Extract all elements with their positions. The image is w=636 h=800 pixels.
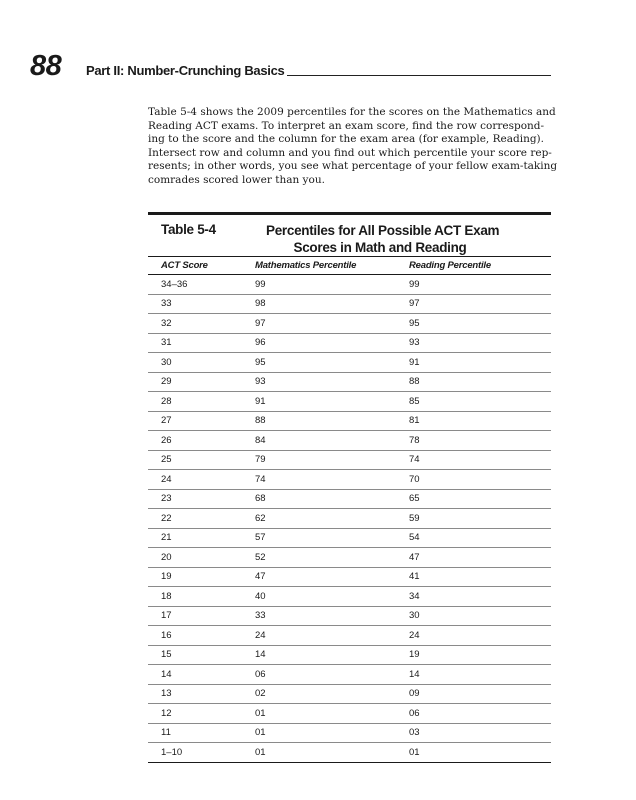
act-score-cell: 33 [148,294,255,314]
math-percentile-cell: 79 [255,450,409,470]
act-score-cell: 24 [148,470,255,490]
table-caption [148,215,551,256]
table-title-line: Percentiles for All Possible ACT Exam [266,223,500,238]
reading-percentile-cell: 78 [409,431,551,451]
intro-line: Intersect row and column and you find out which percentile your score rep- [148,146,552,159]
math-percentile-cell: 01 [255,704,409,724]
table-label: Table 5-4 [161,222,216,237]
reading-percentile-cell: 47 [409,548,551,568]
reading-percentile-cell: 93 [409,333,551,353]
math-percentile-cell: 01 [255,723,409,743]
table-row [148,294,551,314]
act-score-cell: 32 [148,314,255,334]
reading-percentile-cell: 95 [409,314,551,334]
column-header-reading-percentile: Reading Percentile [409,257,551,275]
table-row [148,645,551,665]
math-percentile-cell: 57 [255,528,409,548]
table-row [148,567,551,587]
act-score-cell: 28 [148,392,255,412]
table-title [266,222,500,256]
table-row [148,333,551,353]
reading-percentile-cell: 34 [409,587,551,607]
math-percentile-cell: 96 [255,333,409,353]
intro-line: comrades scored lower than you. [148,173,325,186]
reading-percentile-cell: 99 [409,275,551,295]
reading-percentile-cell: 59 [409,509,551,529]
math-percentile-cell: 91 [255,392,409,412]
act-score-cell: 1–10 [148,743,255,763]
act-score-cell: 31 [148,333,255,353]
act-score-cell: 30 [148,353,255,373]
table-row [148,509,551,529]
act-score-cell: 29 [148,372,255,392]
math-percentile-cell: 68 [255,489,409,509]
table-row [148,528,551,548]
reading-percentile-cell: 24 [409,626,551,646]
table-row [148,470,551,490]
intro-line: Table 5-4 shows the 2009 percentiles for the scores on the Mathematics and [148,106,556,118]
act-score-cell: 11 [148,723,255,743]
intro-line: ing to the score and the column for the exam area (for example, Reading). [148,133,544,145]
table-row [148,450,551,470]
act-score-cell: 20 [148,548,255,568]
column-header-act-score: ACT Score [148,257,255,275]
table-row [148,275,551,295]
math-percentile-cell: 93 [255,372,409,392]
act-score-cell: 21 [148,528,255,548]
act-score-cell: 18 [148,587,255,607]
reading-percentile-cell: 85 [409,392,551,412]
reading-percentile-cell: 41 [409,567,551,587]
act-score-cell: 13 [148,684,255,704]
table-body [148,275,551,763]
act-score-cell: 12 [148,704,255,724]
table-row [148,743,551,763]
reading-percentile-cell: 81 [409,411,551,431]
table-row [148,314,551,334]
reading-percentile-cell: 19 [409,645,551,665]
math-percentile-cell: 06 [255,665,409,685]
reading-percentile-cell: 65 [409,489,551,509]
percentile-table [148,212,551,763]
table-row [148,704,551,724]
table-row [148,606,551,626]
table-row [148,372,551,392]
math-percentile-cell: 84 [255,431,409,451]
math-percentile-cell: 88 [255,411,409,431]
intro-line: Reading ACT exams. To interpret an exam score, find the row correspond- [148,119,545,132]
reading-percentile-cell: 30 [409,606,551,626]
act-score-cell: 23 [148,489,255,509]
page-number: 88 [30,50,62,82]
reading-percentile-cell: 97 [409,294,551,314]
act-score-cell: 15 [148,645,255,665]
header-rule [287,75,551,76]
math-percentile-cell: 02 [255,684,409,704]
table-row [148,548,551,568]
column-header-math-percentile: Mathematics Percentile [255,257,409,275]
table-row [148,353,551,373]
reading-percentile-cell: 88 [409,372,551,392]
act-score-cell: 25 [148,450,255,470]
reading-percentile-cell: 70 [409,470,551,490]
reading-percentile-cell: 91 [409,353,551,373]
act-score-cell: 17 [148,606,255,626]
reading-percentile-cell: 06 [409,704,551,724]
act-score-cell: 22 [148,509,255,529]
table-row [148,723,551,743]
reading-percentile-cell: 14 [409,665,551,685]
table-row [148,665,551,685]
math-percentile-cell: 97 [255,314,409,334]
table-row [148,392,551,412]
reading-percentile-cell: 09 [409,684,551,704]
act-score-cell: 26 [148,431,255,451]
act-score-cell: 16 [148,626,255,646]
reading-percentile-cell: 74 [409,450,551,470]
table-row [148,626,551,646]
table-row [148,489,551,509]
table-row [148,587,551,607]
act-score-cell: 14 [148,665,255,685]
reading-percentile-cell: 01 [409,743,551,763]
running-head: Part II: Number-Crunching Basics [86,63,285,78]
math-percentile-cell: 33 [255,606,409,626]
act-table [148,256,551,763]
table-title-line: Scores in Math and Reading [293,240,467,255]
math-percentile-cell: 95 [255,353,409,373]
intro-line: resents; in other words, you see what percentage of your fellow exam-taking [148,160,558,172]
table-header-row [148,257,551,275]
math-percentile-cell: 99 [255,275,409,295]
math-percentile-cell: 40 [255,587,409,607]
reading-percentile-cell: 54 [409,528,551,548]
math-percentile-cell: 24 [255,626,409,646]
intro-paragraph [148,106,558,187]
reading-percentile-cell: 03 [409,723,551,743]
table-row [148,431,551,451]
math-percentile-cell: 98 [255,294,409,314]
math-percentile-cell: 74 [255,470,409,490]
math-percentile-cell: 01 [255,743,409,763]
table-row [148,684,551,704]
act-score-cell: 27 [148,411,255,431]
math-percentile-cell: 62 [255,509,409,529]
act-score-cell: 34–36 [148,275,255,295]
table-row [148,411,551,431]
math-percentile-cell: 14 [255,645,409,665]
math-percentile-cell: 47 [255,567,409,587]
math-percentile-cell: 52 [255,548,409,568]
act-score-cell: 19 [148,567,255,587]
